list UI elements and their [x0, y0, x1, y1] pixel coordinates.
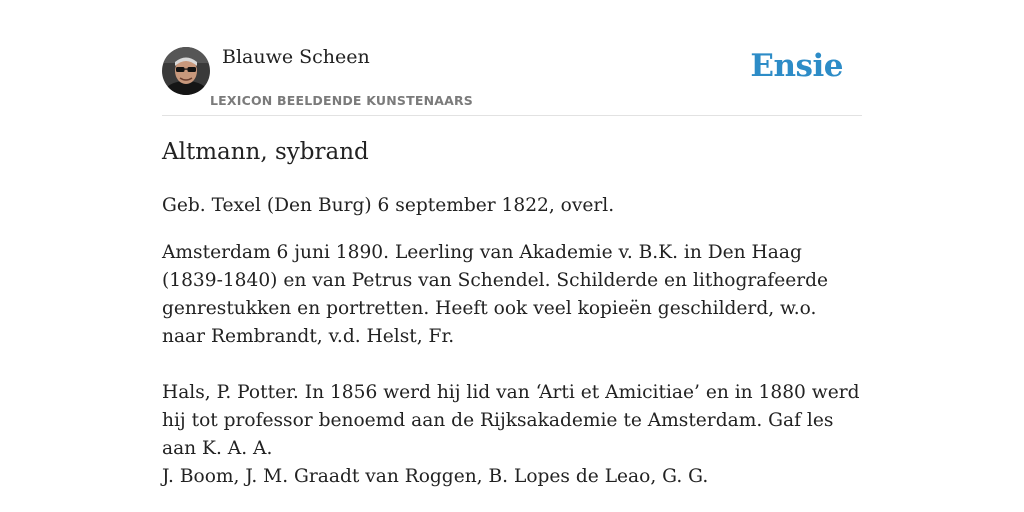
article-paragraph: Geb. Texel (Den Burg) 6 september 1822, overl. [162, 195, 615, 216]
avatar-image [162, 47, 210, 95]
page [162, 0, 862, 512]
article-paragraph: Amsterdam 6 juni 1890. Leerling van Akademie v. B.K. in Den Haag (1839-1840) en van Petrus van Schendel. Schilderde en lithografeerde genrestukken en portretten. Heeft ook veel kopieën geschilderd, w.o. naar Rembrandt, v.d. Helst, Fr. [162, 242, 829, 347]
collection-name[interactable]: LEXICON BEELDENDE KUNSTENAARS [210, 93, 474, 108]
article-title: Altmann, sybrand [162, 139, 369, 165]
author-name[interactable]: Blauwe Scheen [222, 46, 370, 68]
article-paragraph: Hals, P. Potter. In 1856 werd hij lid van ‘Arti et Amicitiae’ en in 1880 werd hij tot professor benoemd aan de Rijksakademie te Amsterdam. Gaf les aan K. A. A. [162, 382, 860, 459]
article-paragraph: J. Boom, J. M. Graadt van Roggen, B. Lopes de Leao, G. G. [162, 466, 709, 487]
header [162, 0, 862, 116]
avatar[interactable] [162, 47, 210, 95]
brand-logo[interactable]: Ensie [750, 48, 843, 84]
